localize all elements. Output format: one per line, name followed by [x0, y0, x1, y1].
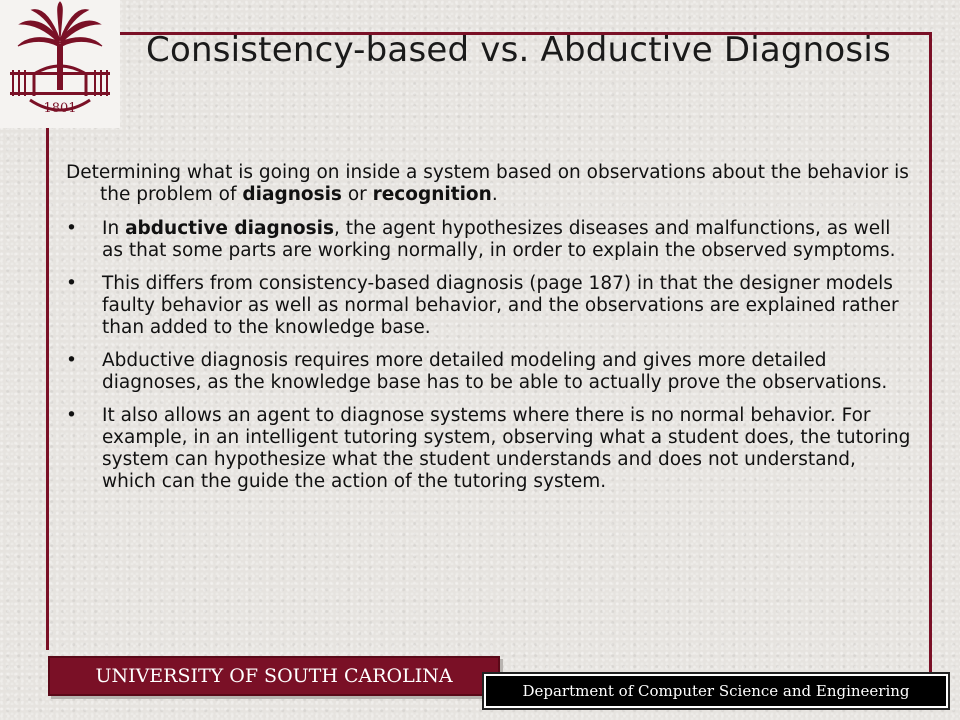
emphasized-term: abductive diagnosis [125, 218, 334, 239]
text-run: It also allows an agent to diagnose systems where there is no normal behavior. For example, in an intelligent tutoring system, observing what a student does, the tutoring system can hypothesize what the student understands and does not understand, which can the guide the action of the tutoring system. [102, 405, 911, 492]
intro-paragraph [66, 162, 914, 206]
university-seal-icon [0, 0, 120, 128]
slide-title: Consistency-based vs. Abductive Diagnosis [146, 30, 891, 70]
text-run: or [341, 184, 373, 205]
bullet-icon: • [66, 350, 77, 371]
text-run: Determining what is going on inside a system based on observations about the behavior is the problem of [66, 162, 909, 205]
bullet-icon: • [66, 273, 77, 294]
text-run: This differs from consistency-based diagnosis (page 187) in that the designer models faulty behavior as well as normal behavior, and the observations are explained rather than added to the knowledge base. [102, 273, 899, 338]
bullet-icon: • [66, 218, 77, 239]
bullet-item [66, 350, 914, 394]
department-banner: Department of Computer Science and Engineering [484, 674, 948, 708]
bullet-item [66, 218, 914, 262]
emphasized-term: recognition [372, 184, 492, 205]
text-run: In [102, 218, 126, 239]
university-banner: UNIVERSITY OF SOUTH CAROLINA [48, 656, 500, 696]
frame-right-rule [929, 32, 932, 684]
emphasized-term: diagnosis [242, 184, 342, 205]
text-run: , the agent hypothesizes diseases and malfunctions, as well as that some parts are working normally, in order to explain the observed symptoms. [102, 218, 896, 261]
text-run: Abductive diagnosis requires more detailed modeling and gives more detailed diagnoses, as the knowledge base has to be able to actually prove the observations. [102, 350, 888, 393]
bullet-icon: • [66, 405, 77, 426]
frame-left-rule [46, 128, 49, 650]
bullet-list [66, 218, 914, 493]
slide-body [66, 162, 914, 504]
bullet-item [66, 405, 914, 493]
seal-year: 1801 [43, 101, 77, 116]
text-run: . [491, 184, 498, 205]
bullet-item [66, 273, 914, 339]
